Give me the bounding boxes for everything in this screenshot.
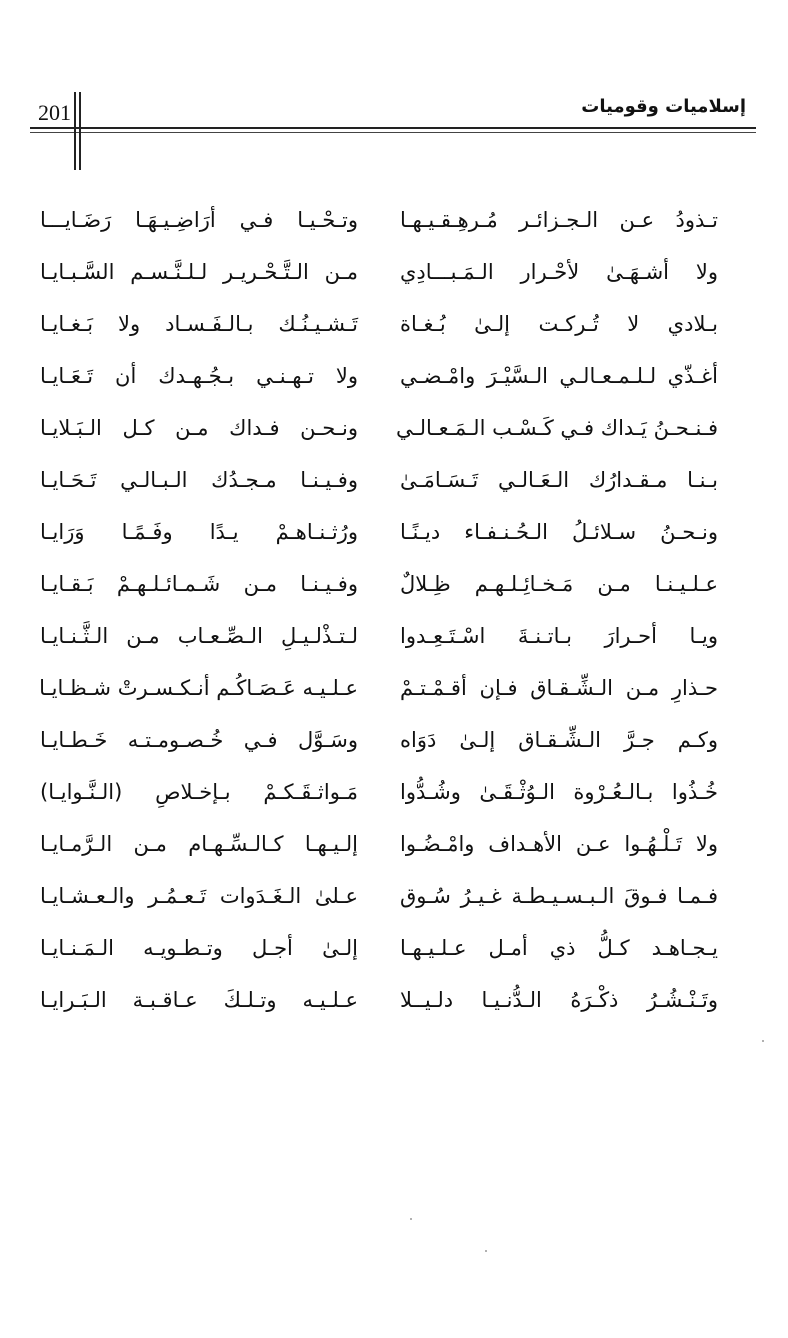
page-header <box>0 0 788 180</box>
verse-second-hemistich: عـلـيـه عَـصَـاكُـم أنـكـسـرتْ شـظـايـا <box>39 676 358 700</box>
verse <box>0 876 788 928</box>
page-number: 201 <box>38 100 71 125</box>
verse-first-hemistich: فـنـحـنُ يَـداك فـي كَـسْـب الـمَـعـالـي <box>395 416 718 440</box>
verse <box>0 980 788 1032</box>
verse-second-hemistich: ونـحـن فـداك مـن كـل الـبَـلايـا <box>40 416 358 440</box>
running-title: إسلاميات وقوميات <box>581 96 746 117</box>
verse-first-hemistich: ولا تَـلْـهُـوا عـن الأهـداف وامْـضُـوا <box>400 832 718 856</box>
verse-first-hemistich: ويـا أحـرارَ بـاتـنـةَ اسْـتَـعِـدوا <box>400 624 718 648</box>
header-rule-thin <box>30 132 756 133</box>
scan-speck <box>485 1250 487 1252</box>
verse-second-hemistich: وفـيـنـا مـجـدُك الـبـالـي تَـحَـايـا <box>40 468 358 492</box>
verse-second-hemistich: وتـحْـيـا فـي أرَاضِـيـهَـا رَضَـايـــا <box>40 208 358 232</box>
verse-first-hemistich: تـذودُ عـن الـجـزائـر مُـرهِـقـيـهـا <box>400 208 718 232</box>
verse-first-hemistich: ونـحـنُ سـلائـلُ الـحُـنـفـاء ديـنًـا <box>400 520 718 544</box>
verse <box>0 356 788 408</box>
verse-second-hemistich: ولا تـهـنـي بـجُـهـدك أن تَـعَـايـا <box>40 364 358 388</box>
verse <box>0 564 788 616</box>
verse-second-hemistich: عـلـيـه وتـلـكَ عـاقـبـة الـبَـرايـا <box>40 988 358 1012</box>
verse <box>0 408 788 460</box>
verse <box>0 252 788 304</box>
verse <box>0 668 788 720</box>
verse <box>0 772 788 824</box>
verse-second-hemistich: إلـيـهـا كـالـسِّـهـام مـن الـرَّمـايـا <box>40 832 358 856</box>
verse-second-hemistich: لـتـذْلـيـلِ الـصِّـعـاب مـن الـثَّـنـايـا <box>40 624 358 648</box>
verse-first-hemistich: بـلادي لا تُـركـت إلـىٰ بُـغـاة <box>400 312 718 336</box>
verse-first-hemistich: وكـم جـرَّ الـشِّـقـاق إلـىٰ دَوَاه <box>400 728 718 752</box>
verse-first-hemistich: عـلـيـنـا مـن مَـخـائِـلـهـم ظِـلالٌ <box>400 572 718 596</box>
verse <box>0 460 788 512</box>
scan-speck <box>762 1040 764 1042</box>
verse-first-hemistich: بـنـا مـقـدارُك الـعَـالـي تَـسَـامَـىٰ <box>400 468 718 492</box>
verse-second-hemistich: تَـشـيـنُـك بـالـفَـسـاد ولا بَـغـايـا <box>40 312 358 336</box>
verse-first-hemistich: أغـذّي لـلـمـعـالـي الـسَّيْـرَ وامْـضـي <box>400 364 718 388</box>
verse-second-hemistich: مَـواثـقَـكـمْ بـإخـلاصِ (الـنَّـوايـا) <box>40 780 358 804</box>
verse-first-hemistich: وتَـنْـشُـرُ ذكْـرَهُ الـدُّنـيـا دلـيــلا <box>400 988 718 1012</box>
verse <box>0 720 788 772</box>
header-rule <box>30 127 756 129</box>
verse <box>0 200 788 252</box>
verse <box>0 928 788 980</box>
verse <box>0 304 788 356</box>
scan-speck <box>410 1218 412 1220</box>
verse <box>0 616 788 668</box>
verse-second-hemistich: مـن الـتَّـحْـريـر لـلـنَّـسـم السَّـبـايـا <box>40 260 358 284</box>
verse-first-hemistich: ولا أشـهَـىٰ لأحْـرار الـمَـبـــادِي <box>400 260 718 284</box>
verse-first-hemistich: فـمـا فـوقَ الـبـسـيـطـة غـيـرُ سُـوق <box>400 884 718 908</box>
verse-second-hemistich: ورُثـنـاهـمْ يـدًا وفَـمًـا وَرَايـا <box>40 520 358 544</box>
header-vertical-bar <box>74 92 76 170</box>
verse-first-hemistich: حـذارِ مـن الـشِّـقـاق فـإن أقـمْـتـمْ <box>400 676 718 700</box>
verse-second-hemistich: وفـيـنـا مـن شَـمـائـلـهـمْ بَـقـايـا <box>40 572 358 596</box>
verse-second-hemistich: عـلىٰ الـغَـدَوات تَـعـمُـر والـعـشـايـا <box>40 884 358 908</box>
header-vertical-bar <box>79 92 81 170</box>
verse-first-hemistich: خُـذُوا بـالـعُـرْوة الـوُثْـقَـىٰ وشُـدُّوا <box>400 780 718 804</box>
verse-first-hemistich: يـجـاهـد كـلُّ ذي أمـل عـلـيـهـا <box>400 936 718 960</box>
verse-second-hemistich: إلـىٰ أجـل وتـطـويـه الـمَـنـايـا <box>40 936 358 960</box>
verse <box>0 512 788 564</box>
verse <box>0 824 788 876</box>
verse-second-hemistich: وسَـوَّل فـي خُـصـومـتـه خَـطـايـا <box>40 728 358 752</box>
